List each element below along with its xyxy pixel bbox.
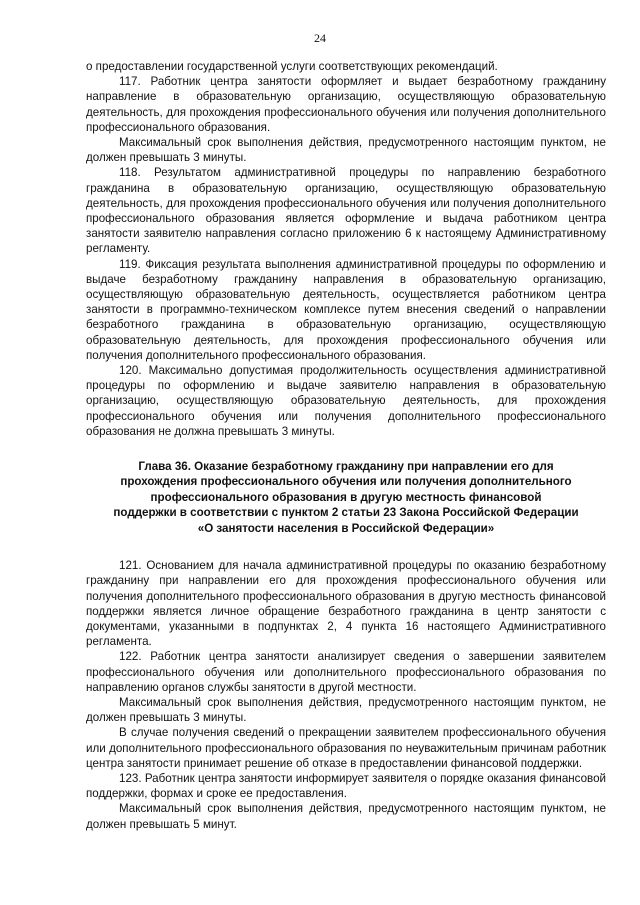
paragraph: о предоставлении государственной услуги соответствующих рекомендаций.	[86, 60, 498, 73]
chapter-heading-line: профессионального образования в другую местность финансовой	[150, 490, 542, 504]
chapter-heading-line: поддержки в соответствии с пунктом 2 статьи 23 Закона Российской Федерации	[113, 506, 579, 520]
paragraphs-before	[86, 59, 606, 439]
paragraph-123: 123. Работник центра занятости информирует заявителя о порядке оказания финансовой поддержки, формах и сроке ее предоставления.	[86, 771, 606, 801]
paragraphs-after	[86, 558, 606, 832]
chapter-heading-line: Глава 36. Оказание безработному гражданину при направлении его для	[138, 460, 554, 474]
chapter-heading-line: «О занятости населения в Российской Федерации»	[197, 521, 495, 535]
page-content	[86, 59, 606, 832]
paragraph-118: 118. Результатом административной процедуры по направлению безработного гражданина в образовательную организацию, осуществляющую образовательную деятельность, для прохождения профессионального обучения или получения дополнительного профессионального образования является оформление и выдача работником центра занятости заявителю направления согласно приложению 6 к настоящему Административному регламенту.	[86, 166, 606, 256]
paragraph-122-time-limit: Максимальный срок выполнения действия, предусмотренного настоящим пунктом, не должен превышать 3 минуты.	[86, 695, 606, 725]
chapter-heading	[86, 459, 606, 536]
page-number: 24	[314, 31, 326, 45]
chapter-heading-line: прохождения профессионального обучения или получения дополнительного	[120, 475, 572, 489]
paragraph-122: 122. Работник центра занятости анализирует сведения о завершении заявителем профессионального обучения или дополнительного профессионального образования по направлению органов службы занятости в другой местности.	[86, 650, 606, 694]
paragraph-120: 120. Максимально допустимая продолжительность осуществления административной процедуры по оформлению и выдаче заявителю направления в образовательную организацию, осуществляющую образовательную деятельность, для прохождения профессионального обучения или получения дополнительного профессионального образования не должна превышать 3 минуты.	[86, 364, 606, 438]
paragraph-119: 119. Фиксация результата выполнения административной процедуры по оформлению и выдаче безработному гражданину направления в образовательную организацию, осуществляющую образовательную деятельность, осуществляется работником центра занятости в программно-техническом комплексе путем внесения сведений о направлении безработного гражданина в образовательную организацию, осуществляющую образовательную деятельность, для прохождения профессионального обучения или получения дополнительного профессионального образования.	[86, 257, 606, 362]
paragraph-117: 117. Работник центра занятости оформляет и выдает безработному гражданину направление в образовательную организацию, осуществляющую образовательную деятельность, для прохождения профессионального обучения или получения дополнительного профессионального образования.	[86, 75, 606, 134]
paragraph-121: 121. Основанием для начала административной процедуры по оказанию безработному гражданину при направлении его для прохождения профессионального обучения или получения дополнительного профессионального образования в другую местность финансовой поддержки является личное обращение безработного гражданина в центр занятости с документами, указанными в подпунктах 2, 4 пункта 16 настоящего Административного регламента.	[86, 559, 606, 649]
paragraph-117-time-limit: Максимальный срок выполнения действия, предусмотренного настоящим пунктом, не должен превышать 3 минуты.	[86, 136, 606, 165]
paragraph-122-refusal: В случае получения сведений о прекращении заявителем профессионального обучения или дополнительного профессионального образования по неуважительным причинам работник центра занятости принимает решение об отказе в предоставлении финансовой поддержки.	[86, 726, 606, 770]
paragraph-123-time-limit: Максимальный срок выполнения действия, предусмотренного настоящим пунктом, не должен превышать 5 минут.	[86, 802, 606, 831]
